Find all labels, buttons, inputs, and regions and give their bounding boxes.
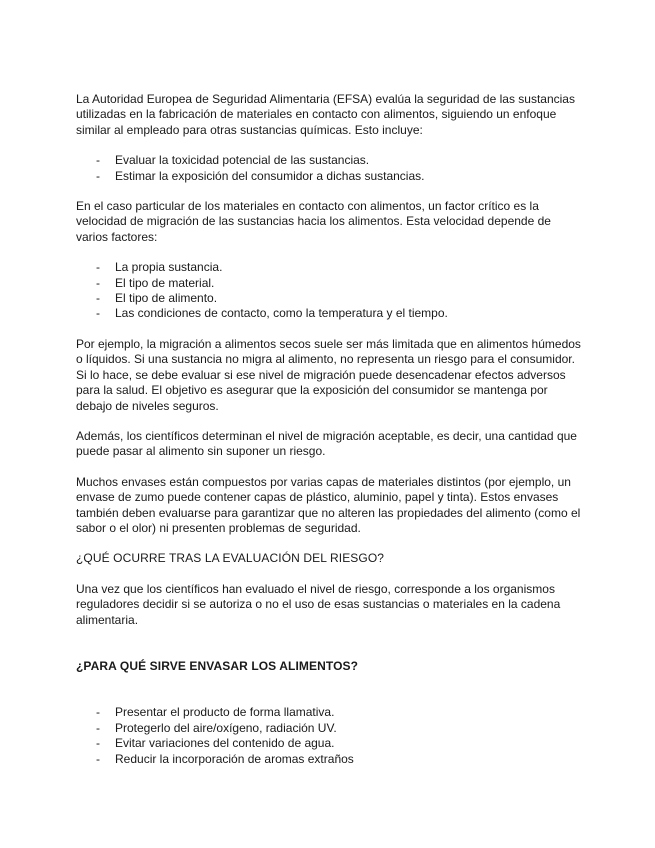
multilayer-paragraph: Muchos envases están compuestos por varias capas de materiales distintos (por ejemplo, un envase de zumo puede contener capas de plástico, aluminio, papel y tinta). Estos envases también deben evaluarse para garantizar que no alteren las propiedades del alimento (como el sabor o el olor) ni presenten problemas de seguridad. <box>76 474 581 535</box>
intro-paragraph: La Autoridad Europea de Seguridad Alimentaria (EFSA) evalúa la seguridad de las sustancias utilizadas en la fabricación de materiales en contacto con alimentos, siguiendo un enfoque similar al empleado para otras sustancias químicas. Esto incluye: <box>76 92 575 137</box>
list-item <box>76 721 581 736</box>
list-item-text: El tipo de material. <box>115 275 215 290</box>
dash-bullet: - <box>96 153 100 168</box>
list-item <box>76 736 581 751</box>
acceptable-migration-paragraph: Además, los científicos determinan el nivel de migración aceptable, es decir, una cantidad que puede pasar al alimento sin suponer un riesgo. <box>76 428 577 459</box>
list-item-text: La propia sustancia. <box>115 260 223 275</box>
list-item-text: Evaluar la toxicidad potencial de las sustancias. <box>115 153 370 168</box>
list-item <box>76 169 581 184</box>
section-heading-packaging: ¿PARA QUÉ SIRVE ENVASAR LOS ALIMENTOS? <box>76 658 359 673</box>
list-item-text: Las condiciones de contacto, como la temperatura y el tiempo. <box>115 306 448 321</box>
list-item <box>76 260 581 275</box>
list-item-text: El tipo de alimento. <box>115 291 218 306</box>
dash-bullet: - <box>96 168 100 183</box>
list-item <box>76 153 581 168</box>
dash-bullet: - <box>96 705 100 720</box>
packaging-purposes-list <box>76 705 581 767</box>
section-heading-risk: ¿QUÉ OCURRE TRAS LA EVALUACIÓN DEL RIESGO? <box>76 551 385 566</box>
list-item-text: Protegerlo del aire/oxígeno, radiación UV. <box>115 720 337 735</box>
list-item <box>76 306 581 321</box>
migration-paragraph: En el caso particular de los materiales en contacto con alimentos, un factor crítico es la velocidad de migración de las sustancias hacia los alimentos. Esta velocidad depende de varios factores: <box>76 199 551 244</box>
dash-bullet: - <box>96 291 100 306</box>
dash-bullet: - <box>96 306 100 321</box>
list-item <box>76 752 581 767</box>
dash-bullet: - <box>96 736 100 751</box>
list-item-text: Reducir la incorporación de aromas extraños <box>115 751 354 766</box>
regulators-paragraph: Una vez que los científicos han evaluado el nivel de riesgo, corresponde a los organismos reguladores decidir si se autoriza o no el uso de esas sustancias o materiales en la cadena alimentaria. <box>76 581 561 627</box>
list-item <box>76 705 581 720</box>
dash-bullet: - <box>96 720 100 735</box>
factors-list <box>76 260 581 322</box>
list-item <box>76 276 581 291</box>
dash-bullet: - <box>96 751 100 766</box>
dash-bullet: - <box>96 260 100 275</box>
list-item <box>76 291 581 306</box>
list-item-text: Evitar variaciones del contenido de agua. <box>115 736 335 751</box>
list-item-text: Presentar el producto de forma llamativa. <box>115 705 335 720</box>
dash-bullet: - <box>96 275 100 290</box>
example-paragraph: Por ejemplo, la migración a alimentos secos suele ser más limitada que en alimentos húmedos o líquidos. Si una sustancia no migra al alimento, no representa un riesgo para el consumidor. Si lo hace, se debe evaluar si ese nivel de migración puede desencadenar efectos adversos para la salud. El objetivo es asegurar que la exposición del consumidor se mantenga por debajo de niveles seguros. <box>76 336 581 413</box>
document-page <box>76 92 581 767</box>
evaluation-list <box>76 153 581 184</box>
list-item-text: Estimar la exposición del consumidor a dichas sustancias. <box>115 168 425 183</box>
